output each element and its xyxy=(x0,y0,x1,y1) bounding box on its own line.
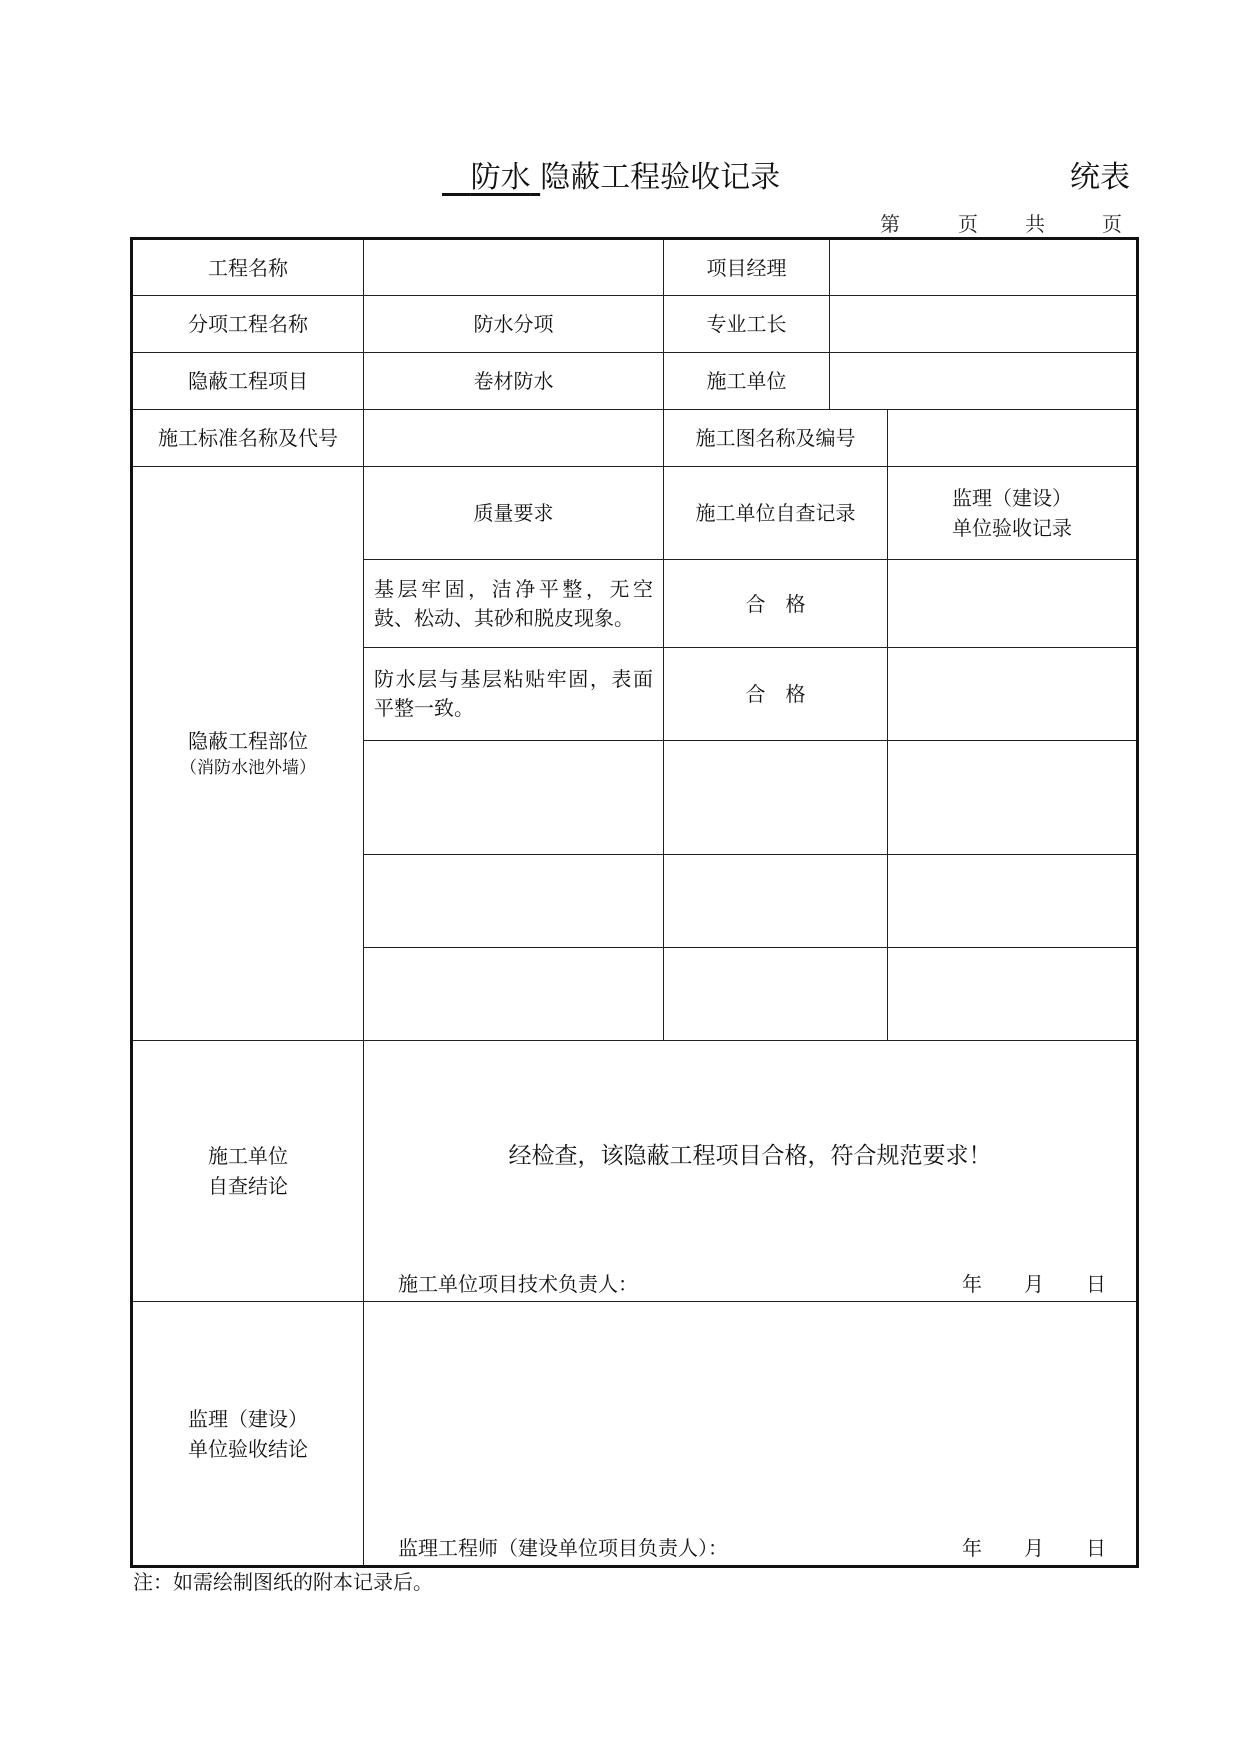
requirement-cell-2[interactable]: 防水层与基层粘贴牢固，表面平整一致。 xyxy=(364,648,664,741)
page-ye-2: 页 xyxy=(1102,212,1122,236)
supervision-cell-1[interactable] xyxy=(888,560,1138,648)
hidden-item-field[interactable]: 卷材防水 xyxy=(364,353,664,410)
supervision-conclusion-signer-label: 监理工程师（建设单位项目负责人）： xyxy=(398,1536,728,1560)
supervision-conclusion-year: 年 xyxy=(962,1536,982,1560)
col-supervision-header xyxy=(888,467,1138,560)
self-conclusion-year: 年 xyxy=(962,1272,982,1296)
title-suffix: 统表 xyxy=(1070,160,1130,195)
self-check-cell-5[interactable] xyxy=(664,948,888,1041)
project-manager-label: 项目经理 xyxy=(664,239,830,296)
supervision-conclusion-label-line1: 监理（建设） xyxy=(188,1406,308,1431)
hidden-location-sub: （消防水池外墙） xyxy=(180,757,316,778)
standard-field[interactable] xyxy=(364,410,664,467)
contractor-field[interactable] xyxy=(830,353,1138,410)
self-conclusion-signature-line xyxy=(398,1269,1106,1299)
self-check-cell-3[interactable] xyxy=(664,741,888,855)
title-row xyxy=(130,152,1130,196)
self-conclusion-label-line2: 自查结论 xyxy=(208,1174,288,1198)
title-blank-value: 防水 xyxy=(470,160,531,195)
supervision-conclusion-label-cell xyxy=(132,1302,364,1567)
supervision-conclusion-label-line2: 单位验收结论 xyxy=(188,1436,308,1461)
col-supervision-header-line1: 监理（建设） xyxy=(952,486,1072,510)
requirement-cell-5[interactable] xyxy=(364,948,664,1041)
title-main-text: 隐蔽工程验收记录 xyxy=(540,160,781,195)
project-name-label: 工程名称 xyxy=(132,239,364,296)
page-ye-1: 页 xyxy=(958,212,978,236)
project-manager-field[interactable] xyxy=(830,239,1138,296)
supervision-cell-3[interactable] xyxy=(888,741,1138,855)
requirement-cell-4[interactable] xyxy=(364,855,664,948)
supervision-cell-5[interactable] xyxy=(888,948,1138,1041)
self-check-cell-1[interactable]: 合 格 xyxy=(664,560,888,648)
hidden-location-cell xyxy=(132,467,364,1041)
supervision-cell-4[interactable] xyxy=(888,855,1138,948)
contractor-label: 施工单位 xyxy=(664,353,830,410)
requirement-cell-1[interactable]: 基层牢固，洁净平整，无空鼓、松动、其砂和脱皮现象。 xyxy=(364,560,664,648)
supervision-conclusion-cell[interactable] xyxy=(364,1302,1138,1567)
self-conclusion-signer-label: 施工单位项目技术负责人： xyxy=(398,1272,638,1296)
col-quality-header: 质量要求 xyxy=(364,467,664,560)
sub-project-field[interactable]: 防水分项 xyxy=(364,296,664,353)
col-self-check-header: 施工单位自查记录 xyxy=(664,467,888,560)
supervision-conclusion-day: 日 xyxy=(1086,1536,1106,1560)
self-check-cell-4[interactable] xyxy=(664,855,888,948)
record-form-table xyxy=(130,237,1139,1568)
hidden-location-label: 隐蔽工程部位 xyxy=(188,728,308,753)
col-supervision-header-line2: 单位验收记录 xyxy=(952,516,1072,540)
foreman-field[interactable] xyxy=(830,296,1138,353)
document-title xyxy=(442,152,780,196)
self-conclusion-label-line1: 施工单位 xyxy=(208,1144,288,1168)
self-conclusion-text: 经检查，该隐蔽工程项目合格，符合规范要求！ xyxy=(508,1143,992,1169)
self-conclusion-label-cell xyxy=(132,1041,364,1302)
page-gong: 共 xyxy=(1025,212,1045,236)
page-di: 第 xyxy=(880,212,900,236)
footnote: 注：如需绘制图纸的附本记录后。 xyxy=(133,1570,433,1594)
supervision-cell-2[interactable] xyxy=(888,648,1138,741)
self-conclusion-cell[interactable] xyxy=(364,1041,1138,1302)
drawing-field[interactable] xyxy=(888,410,1138,467)
self-check-cell-2[interactable]: 合 格 xyxy=(664,648,888,741)
requirement-cell-3[interactable] xyxy=(364,741,664,855)
self-conclusion-month: 月 xyxy=(1024,1272,1044,1296)
project-name-field[interactable] xyxy=(364,239,664,296)
standard-label: 施工标准名称及代号 xyxy=(132,410,364,467)
page-info xyxy=(880,208,1130,234)
hidden-item-label: 隐蔽工程项目 xyxy=(132,353,364,410)
self-conclusion-day: 日 xyxy=(1086,1272,1106,1296)
supervision-conclusion-month: 月 xyxy=(1024,1536,1044,1560)
supervision-conclusion-signature-line xyxy=(398,1533,1106,1563)
supervision-conclusion-date xyxy=(920,1533,1106,1563)
foreman-label: 专业工长 xyxy=(664,296,830,353)
self-conclusion-date xyxy=(920,1269,1106,1299)
drawing-label: 施工图名称及编号 xyxy=(664,410,888,467)
sub-project-label: 分项工程名称 xyxy=(132,296,364,353)
title-blank-underline xyxy=(442,152,540,196)
